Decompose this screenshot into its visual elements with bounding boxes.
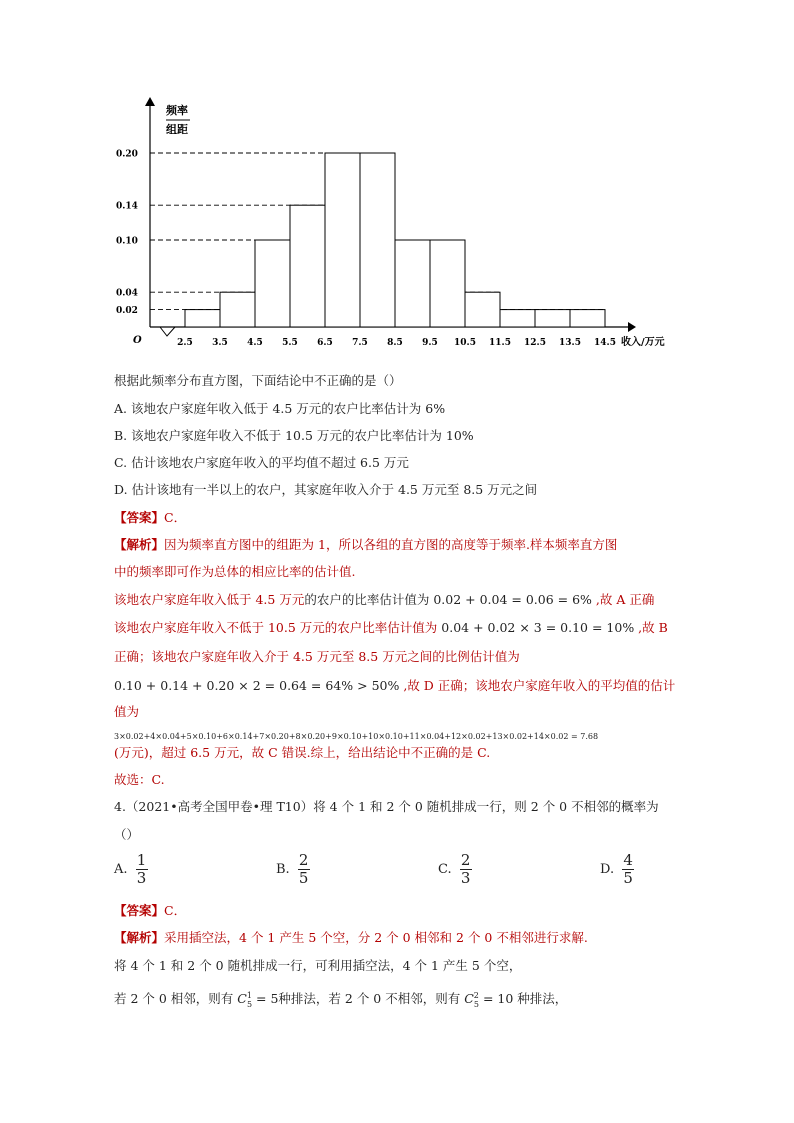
answer-value: C． <box>164 510 187 525</box>
y-label-top: 频率 <box>166 104 188 117</box>
q3-mean-formula: 3×0.02+4×0.04+5×0.10+6×0.14+7×0.20+8×0.20+9×0.10+10×0.10+11×0.04+12×0.02+13×0.02+14×0.02 = 7.68 <box>114 732 599 741</box>
analysis-tag: 【解析】 <box>114 930 165 945</box>
q4-analysis-line-2: 将 4 个 1 和 2 个 0 随机排成一行，可利用插空法，4 个 1 产生 5 个空， <box>114 958 522 973</box>
histogram-bar-12 <box>570 310 605 327</box>
y-axis-arrow <box>145 97 155 106</box>
histogram-bar-1 <box>185 310 220 327</box>
histogram-bar-6 <box>360 153 395 327</box>
q4-analysis-line-1: 【解析】采用插空法，4 个 1 产生 5 个空，分 2 个 0 相邻和 2 个 0 不相邻进行求解. <box>114 930 588 945</box>
x-tick-label-13.5: 13.5 <box>559 338 581 348</box>
q4-option-b: B. $\frac{2}{5}$ <box>276 851 309 887</box>
q3-analysis-line-9: (万元)，超过 6.5 万元，故 C 错误.综上，给出结论中不正确的是 C. <box>114 745 491 760</box>
axis-break <box>160 327 175 336</box>
histogram-bar-9 <box>465 292 500 327</box>
q3-option-b: B. 该地农户家庭年收入不低于 10.5 万元的农户比率估计为 10% <box>114 428 474 443</box>
x-tick-label-14.5: 14.5 <box>594 338 616 348</box>
q3-option-a: A. 该地农户家庭年收入低于 4.5 万元的农户比率估计为 6% <box>114 401 446 416</box>
histogram-bar-2 <box>220 292 255 327</box>
q3-analysis-line-1: 【解析】因为频率直方图中的组距为 1，所以各组的直方图的高度等于频率.样本频率直方图 <box>114 537 618 552</box>
x-tick-label-11.5: 11.5 <box>489 338 511 348</box>
q4-prompt-line-2: （） <box>114 827 140 842</box>
y-label-bottom: 组距 <box>166 123 188 136</box>
x-tick-label-2.5: 2.5 <box>177 338 193 348</box>
q3-analysis-line-2: 中的频率即可作为总体的相应比率的估计值. <box>114 564 356 579</box>
histogram-bar-5 <box>325 153 360 327</box>
q3-answer <box>114 509 186 527</box>
answer-value: C． <box>164 903 187 918</box>
q3-option-d: D. 估计该地有一半以上的农户，其家庭年收入介于 4.5 万元至 8.5 万元之间 <box>114 482 538 497</box>
x-tick-label-8.5: 8.5 <box>387 338 403 348</box>
origin-label: O <box>133 335 142 346</box>
x-tick-label-3.5: 3.5 <box>212 338 228 348</box>
q3-option-c: C. 估计该地农户家庭年收入的平均值不超过 6.5 万元 <box>114 455 409 470</box>
x-tick-label-7.5: 7.5 <box>352 338 368 348</box>
x-tick-label-5.5: 5.5 <box>282 338 298 348</box>
x-tick-label-4.5: 4.5 <box>247 338 263 348</box>
x-tick-label-9.5: 9.5 <box>422 338 438 348</box>
frequency-histogram <box>0 0 794 360</box>
histogram-bar-10 <box>500 310 535 327</box>
answer-tag: 【答案】 <box>114 903 165 918</box>
y-tick-label-0.10: 0.10 <box>116 236 138 247</box>
x-axis-arrow <box>628 322 636 332</box>
q3-prompt: 根据此频率分布直方图，下面结论中不正确的是（） <box>114 373 402 388</box>
x-tick-label-6.5: 6.5 <box>317 338 333 348</box>
y-tick-label-0.02: 0.02 <box>116 306 138 317</box>
q3-analysis-line-4: 该地农户家庭年收入不低于 10.5 万元的农户比率估计值为 0.04 + 0.02 × 3 = 0.10 = 10% ,故 B <box>114 620 668 635</box>
q4-option-c: C. $\frac{2}{3}$ <box>438 851 471 887</box>
q4-option-d: D. $\frac{4}{5}$ <box>600 851 633 887</box>
histogram-bar-7 <box>395 240 430 327</box>
x-tick-label-12.5: 12.5 <box>524 338 546 348</box>
y-tick-label-0.04: 0.04 <box>116 288 138 299</box>
x-tick-label-10.5: 10.5 <box>454 338 476 348</box>
q4-option-a: A. $\frac{1}{3}$ <box>114 851 147 887</box>
q3-analysis-line-5: 正确；该地农户家庭年收入介于 4.5 万元至 8.5 万元之间的比例估计值为 <box>114 649 520 664</box>
histogram-bar-8 <box>430 240 465 327</box>
histogram-bar-3 <box>255 240 290 327</box>
x-axis-label: 收入/万元 <box>621 337 665 348</box>
q4-options <box>114 852 674 892</box>
q3-analysis-line-3: 该地农户家庭年收入低于 4.5 万元的农户的比率估计值为 0.02 + 0.04 = 0.06 = 6% ,故 A 正确 <box>114 592 655 607</box>
y-tick-label-0.14: 0.14 <box>116 201 138 212</box>
y-tick-label-0.20: 0.20 <box>116 149 138 160</box>
analysis-tag: 【解析】 <box>114 537 165 552</box>
q4-prompt-line-1: 4.（2021•高考全国甲卷•理 T10）将 4 个 1 和 2 个 0 随机排成一行，则 2 个 0 不相邻的概率为 <box>114 799 659 814</box>
q3-conclusion: 故选：C. <box>114 772 165 787</box>
q4-answer <box>114 902 186 920</box>
histogram-bar-4 <box>290 205 325 327</box>
answer-tag: 【答案】 <box>114 510 165 525</box>
histogram-bar-11 <box>535 310 570 327</box>
q4-analysis-line-3: 若 2 个 0 相邻，则有 $C^1_5 = 5$种排法，若 2 个 0 不相邻，则有 $C^2_5 = 10$ 种排法， <box>114 991 568 1009</box>
q3-analysis-line-7: 值为 <box>114 704 140 719</box>
q3-analysis-line-6: 0.10 + 0.14 + 0.20 × 2 = 0.64 = 64% > 50% ,故 D 正确；该地农户家庭年收入的平均值的估计 <box>114 678 676 693</box>
